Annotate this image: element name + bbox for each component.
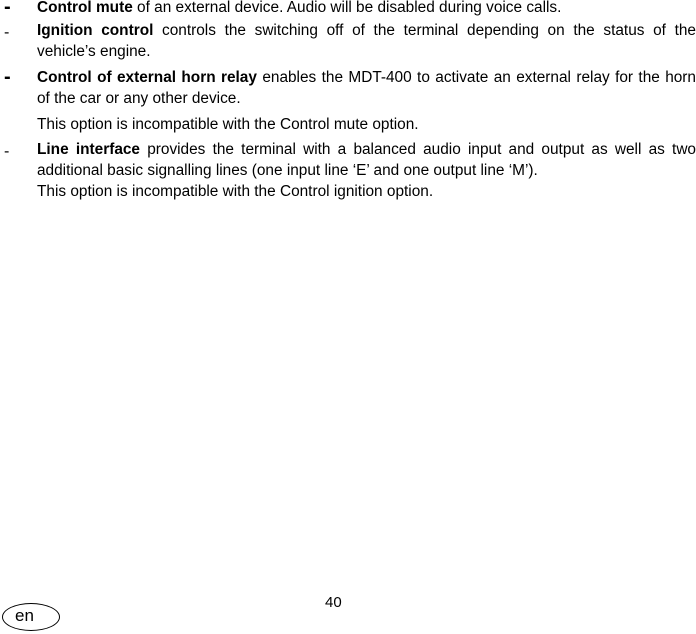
language-badge xyxy=(2,603,60,631)
item-text xyxy=(37,68,696,109)
page-number: 40 xyxy=(325,594,342,611)
bullet-dash: - xyxy=(4,24,10,41)
item-term: Control mute xyxy=(37,0,133,16)
item-note: This option is incompatible with the Control ignition option. xyxy=(37,183,434,200)
item-text xyxy=(37,21,696,62)
item-term: Ignition control xyxy=(37,22,154,39)
item-term: Line interface xyxy=(37,141,140,158)
bullet-dash: - xyxy=(4,0,11,18)
item-description: of an external device. Audio will be disabled during voice calls. xyxy=(132,0,562,16)
item-text xyxy=(37,140,696,181)
language-code: en xyxy=(15,606,34,625)
item-term: Control of external horn relay xyxy=(37,69,257,86)
bullet-dash: - xyxy=(4,143,10,160)
item-description: provides the terminal with a balanced audio input and output as well as two additional basic signalling lines (one input line ‘E’ and one output line ‘M’). xyxy=(37,141,696,179)
item-description: controls the switching off of the terminal depending on the status of the vehicle’s engine. xyxy=(37,22,696,60)
item-text xyxy=(37,0,696,19)
item-description: enables the MDT-400 to activate an external relay for the horn of the car or any other device. xyxy=(37,69,696,107)
item-note: This option is incompatible with the Control mute option. xyxy=(37,116,419,133)
bullet-dash: - xyxy=(4,66,11,88)
